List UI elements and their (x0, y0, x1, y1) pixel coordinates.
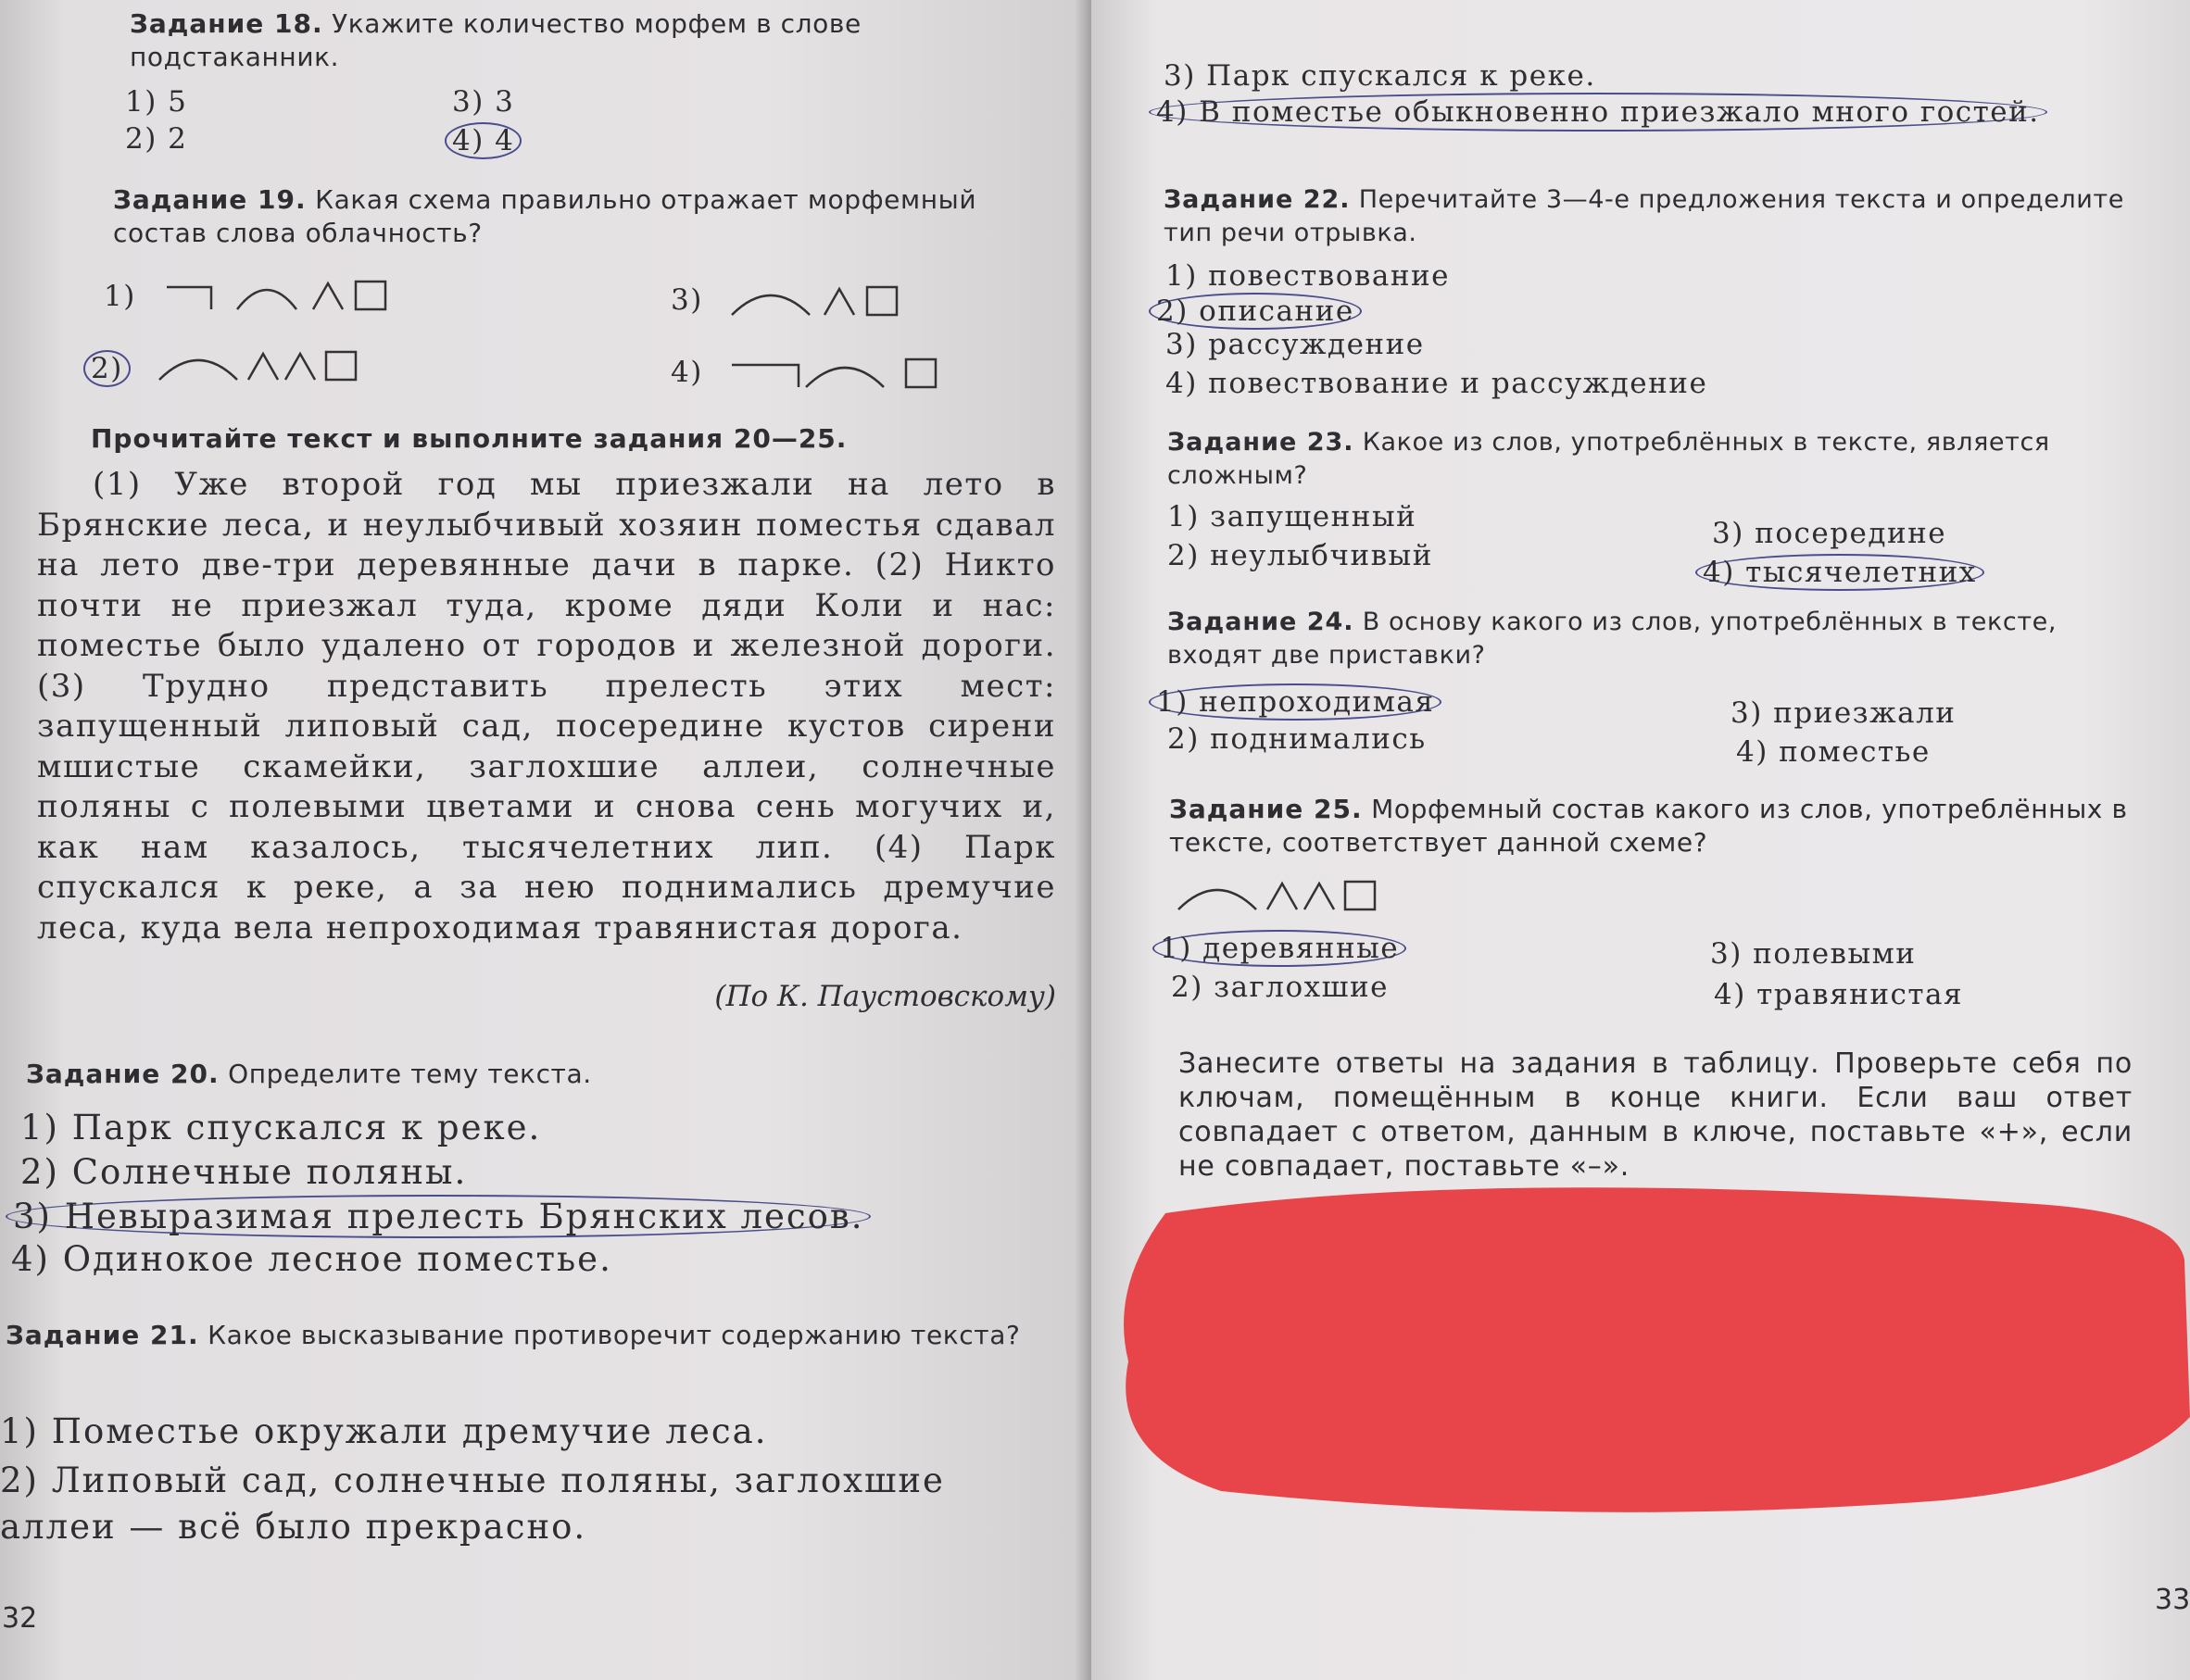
circled-answer: 2) (83, 350, 131, 387)
task-24-option-3: 3) приезжали (1731, 696, 1957, 730)
task-23-option-4 (1703, 554, 1984, 591)
task-22-option-3: 3) рассуждение (1165, 328, 1425, 361)
left-page (0, 0, 1091, 1680)
task-18-option-3: 3) 3 (452, 85, 515, 119)
task-24-option-2: 2) поднимались (1167, 722, 1427, 756)
task-22-question (1164, 183, 2127, 250)
circled-answer: 4) 4 (445, 122, 522, 159)
circled-answer: 1) непроходимая (1149, 683, 1441, 721)
task-21-option-1: 1) Поместье окружали дремучие леса. (0, 1411, 768, 1451)
task-21-option-2: 2) Липовый сад, солнечные поляны, заглохшие аллеи — всё было прекрасно. (0, 1461, 945, 1547)
red-scribble-redaction (1110, 1176, 2190, 1565)
task-21-option-4 (1156, 93, 2101, 132)
task-20-option-4: 4) Одинокое лесное поместье. (11, 1239, 612, 1279)
task-20-option-3 (13, 1195, 871, 1238)
task-20-option-2: 2) Солнечные поляны. (20, 1152, 468, 1192)
task-text: Какая схема правильно отражает морфемный состав слова облачность? (113, 184, 977, 248)
task-label: Задание 18. (130, 8, 323, 39)
circled-answer: 3) Невыразимая прелесть Брянских лесов. (6, 1195, 871, 1238)
task-19-option-2 (91, 350, 131, 387)
task-22-option-1: 1) повествование (1165, 259, 1451, 293)
task-25-option-4: 4) травянистая (1714, 978, 1964, 1011)
reading-passage (37, 465, 1056, 948)
task-text: Перечитайте 3—4-е предложения текста и определите тип речи отрывка. (1164, 185, 2124, 247)
morpheme-scheme-3 (728, 280, 913, 319)
task-text: Какое из слов, употреблённых в тексте, является сложным? (1167, 428, 2050, 490)
task-24-question (1167, 606, 2131, 672)
circled-answer: 2) описание (1149, 293, 1362, 330)
task-label: Задание 20. (26, 1059, 220, 1089)
morpheme-scheme-1 (165, 274, 415, 313)
morpheme-scheme-4 (728, 352, 950, 391)
task-text: В основу какого из слов, употреблённых в тексте, входят две приставки? (1167, 608, 2058, 670)
task-21-option-3: 3) Парк спускался к реке. (1164, 59, 1596, 93)
task-18-option-4 (452, 122, 522, 159)
circled-answer: 4) В поместье обыкновенно приезжало много гостей. (1149, 93, 2047, 132)
task-19-question (113, 183, 1058, 250)
task-25-option-1 (1160, 930, 1406, 967)
right-page (1091, 0, 2190, 1680)
task-18-option-1: 1) 5 (125, 85, 188, 119)
task-text: Определите тему текста. (228, 1059, 592, 1089)
circled-answer: 1) деревянные (1152, 930, 1406, 967)
task-18-option-2: 2) 2 (125, 122, 188, 156)
task-24-option-1 (1156, 683, 1441, 721)
task-text: Морфемный состав какого из слов, употреблённых в тексте, соответствует данной схеме? (1169, 794, 2128, 858)
task-label: Задание 25. (1169, 794, 1363, 824)
morpheme-scheme-task-25 (1175, 874, 1397, 913)
task-label: Задание 21. (6, 1320, 199, 1350)
task-18-question (130, 7, 1056, 74)
morpheme-scheme-2 (156, 345, 378, 383)
reading-header-text: Прочитайте текст и выполните задания 20—25. (91, 423, 848, 454)
task-23-option-1: 1) запущенный (1167, 500, 1417, 533)
task-19-option-4: 4) (671, 356, 703, 389)
task-25-question (1169, 793, 2133, 859)
passage-text: (1) Уже второй год мы приезжали на лето в Брянские леса, и неулыбчивый хозяин поместья сдавал на лето две-три деревянные дачи в парке. (2) Никто почти не приезжал туда, кроме дяди Коли и нас: поместье было удалено от городов и железной дороги. (3) Трудно представить прелесть этих мест: запущенный липовый сад, посередине кустов сирени мшистые скамейки, заглохшие аллеи, солнечные поляны с полевыми цветами и снова сень могучих и, как нам казалось, тысячелетних лип. (4) Парк спускался к реке, а за нею поднимались дремучие леса, куда вела непроходимая травянистая дорога. (37, 466, 1056, 947)
page-number-left: 32 (2, 1602, 38, 1635)
task-19-option-1: 1) (104, 280, 136, 313)
task-23-option-3: 3) посередине (1712, 517, 1947, 550)
task-text: Какое высказывание противоречит содержанию текста? (208, 1320, 1021, 1350)
task-20-question (26, 1058, 1054, 1091)
task-24-option-4: 4) поместье (1736, 735, 1931, 769)
task-19-option-3: 3) (671, 283, 703, 317)
task-label: Задание 19. (113, 184, 307, 215)
task-25-option-2: 2) заглохшие (1171, 971, 1389, 1004)
task-25-option-3: 3) полевыми (1710, 937, 1917, 971)
task-21-question (6, 1319, 1052, 1352)
instruction-text: Занесите ответы на задания в таблицу. Проверьте себя по ключам, помещённым в конце книги. Если ваш ответ совпадает с ответом, данным в ключе, поставьте «+», если не совпадает, поставьте «–». (1178, 1047, 2133, 1183)
task-22-option-4: 4) повествование и рассуждение (1165, 367, 1708, 400)
task-label: Задание 23. (1167, 428, 1354, 457)
task-23-question (1167, 426, 2131, 493)
circled-answer: 4) тысячелетних (1695, 554, 1984, 591)
reading-header (91, 422, 1054, 456)
task-text: Укажите количество морфем в слове подстаканник. (130, 8, 862, 72)
page-number-right: 33 (2155, 1584, 2190, 1616)
task-23-option-2: 2) неулыбчивый (1167, 539, 1433, 572)
task-label: Задание 24. (1167, 608, 1354, 636)
task-20-option-1: 1) Парк спускался к реке. (20, 1108, 542, 1147)
task-22-option-2 (1156, 293, 1362, 330)
task-label: Задание 22. (1164, 185, 1351, 214)
author-credit: (По К. Паустовскому) (714, 980, 1056, 1013)
